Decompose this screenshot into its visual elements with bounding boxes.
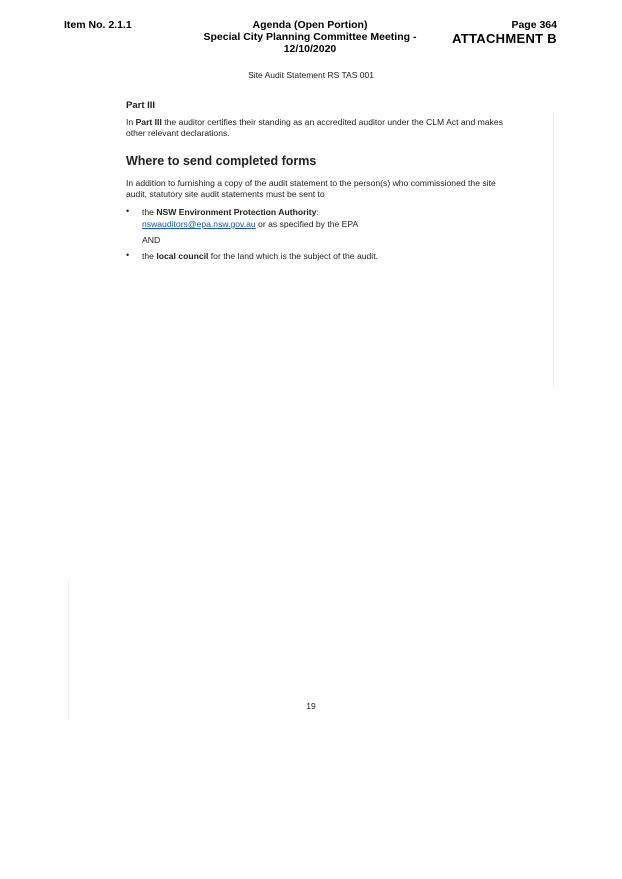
bullet-council-suffix: for the land which is the subject of the audit. xyxy=(208,251,378,261)
page-number: 19 xyxy=(306,701,316,711)
bullet-local-council xyxy=(142,250,472,262)
bullet-epa-email-line xyxy=(142,218,472,230)
attachment-label: ATTACHMENT B xyxy=(452,31,557,46)
page-label: Page 364 xyxy=(511,19,557,31)
agenda-title xyxy=(190,19,430,55)
bullet-epa-prefix: the xyxy=(142,207,157,217)
agenda-line-1: Agenda (Open Portion) xyxy=(252,19,368,31)
where-intro-paragraph: In addition to furnishing a copy of the audit statement to the person(s) who commissioned the site audit, statutory site audit statements must be sent to xyxy=(126,178,496,199)
part-iii-heading: Part III xyxy=(126,100,156,111)
bullet-epa-after-email: or as specified by the EPA xyxy=(255,219,359,229)
and-connector: AND xyxy=(142,235,161,245)
bullet-council-bold: local council xyxy=(156,251,209,261)
part-iii-paragraph xyxy=(126,117,506,139)
bullet-epa-bold: NSW Environment Protection Authority xyxy=(156,207,317,217)
agenda-line-2: Special City Planning Committee Meeting - 12/10/2020 xyxy=(203,31,417,55)
bullet-symbol: • xyxy=(126,206,130,216)
part-iii-bold: Part III xyxy=(135,117,162,127)
bullet-council-prefix: the xyxy=(142,251,157,261)
scan-edge-right xyxy=(553,112,554,387)
part-iii-intro: In xyxy=(126,117,136,127)
bullet-symbol: • xyxy=(126,250,130,260)
where-to-send-heading: Where to send completed forms xyxy=(126,154,317,168)
bullet-epa xyxy=(142,206,472,230)
bullet-epa-suffix: : xyxy=(316,207,319,217)
bullet-epa-line xyxy=(142,206,472,218)
scan-edge-left xyxy=(68,580,69,720)
part-iii-rest: the auditor certifies their standing as an accredited auditor under the CLM Act and makes other relevant declarations. xyxy=(126,117,503,138)
item-number: Item No. 2.1.1 xyxy=(64,19,132,31)
epa-email-link[interactable]: nswauditors@epa.nsw.gov.au xyxy=(142,219,256,229)
document-reference: Site Audit Statement RS TAS 001 xyxy=(248,70,374,80)
